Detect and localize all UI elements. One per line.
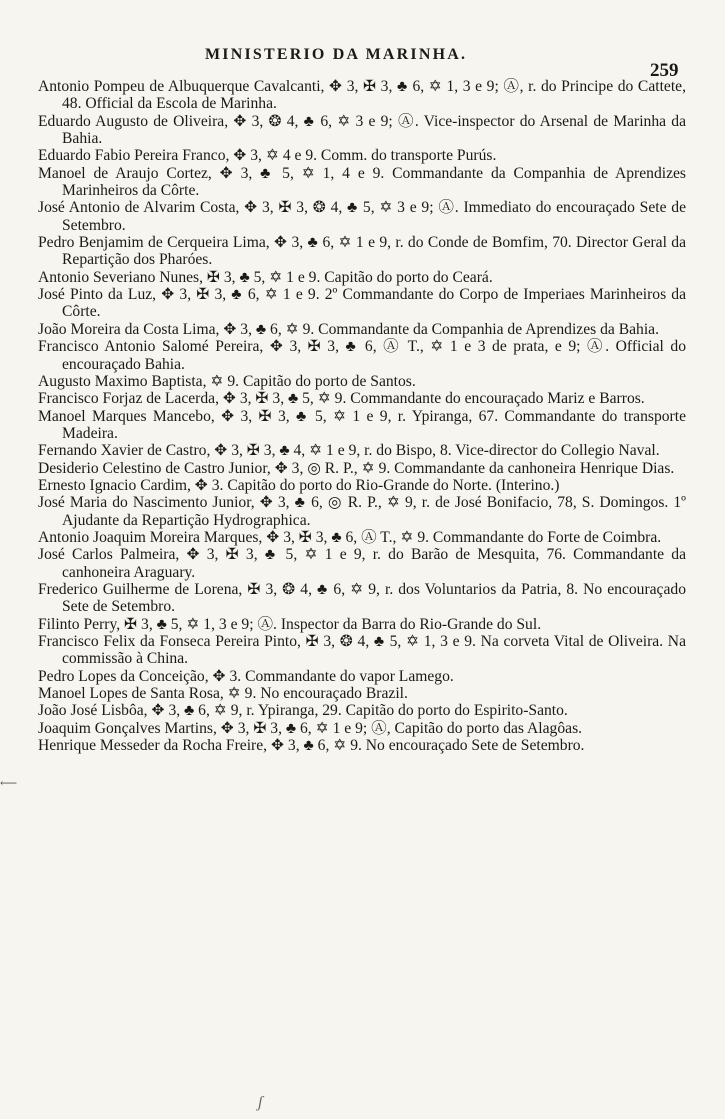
page-header <box>0 46 725 80</box>
list-item: Manoel Marques Mancebo, ✥ 3, ✠ 3, ♣ 5, ✡ 1 e 9, r. Ypiranga, 67. Commandante do transporte Madeira. <box>38 407 686 442</box>
entry-list <box>38 78 686 754</box>
list-item: Joaquim Gonçalves Martins, ✥ 3, ✠ 3, ♣ 6, ✡ 1 e 9; Ⓐ, Capitão do porto das Alagôas. <box>38 719 583 737</box>
list-item: José Carlos Palmeira, ✥ 3, ✠ 3, ♣ 5, ✡ 1 e 9, r. do Barão de Mesquita, 76. Commandante da canhoneira Araguary. <box>38 546 686 581</box>
margin-mark: ⟵ <box>0 776 18 790</box>
list-item: Pedro Lopes da Conceição, ✥ 3. Commandante do vapor Lamego. <box>38 667 454 685</box>
list-item: Fernando Xavier de Castro, ✥ 3, ✠ 3, ♣ 4, ✡ 1 e 9, r. do Bispo, 8. Vice-director do Collegio Naval. <box>38 442 660 460</box>
list-item: Frederico Guilherme de Lorena, ✠ 3, ❂ 4, ♣ 6, ✡ 9, r. dos Voluntarios da Patria, 8. No encouraçado Sete de Setembro. <box>38 580 686 616</box>
list-item: Antonio Joaquim Moreira Marques, ✥ 3, ✠ 3, ♣ 6, Ⓐ T., ✡ 9. Commandante do Forte de Coimbra. <box>38 528 662 546</box>
list-item: Manoel Lopes de Santa Rosa, ✡ 9. No encouraçado Brazil. <box>38 685 408 703</box>
list-item: Desiderio Celestino de Castro Junior, ✥ 3, ◎ R. P., ✡ 9. Commandante da canhoneira Henrique Dias. <box>38 459 675 477</box>
list-item: José Pinto da Luz, ✥ 3, ✠ 3, ♣ 6, ✡ 1 e 9. 2º Commandante do Corpo de Imperiaes Marinheiros da Côrte. <box>38 286 686 321</box>
page-number: 259 <box>650 60 679 81</box>
list-item: Antonio Severiano Nunes, ✠ 3, ♣ 5, ✡ 1 e 9. Capitão do porto do Ceará. <box>38 268 493 286</box>
list-item: Ernesto Ignacio Cardim, ✥ 3. Capitão do porto do Rio-Grande do Norte. (Interino.) <box>38 476 560 494</box>
list-item: Eduardo Fabio Pereira Franco, ✥ 3, ✡ 4 e 9. Comm. do transporte Purús. <box>38 147 497 165</box>
list-item: Antonio Pompeu de Albuquerque Cavalcanti, ✥ 3, ✠ 3, ♣ 6, ✡ 1, 3 e 9; Ⓐ, r. do Principe do Cattete, 48. Official da Escola de Marinha. <box>38 78 686 113</box>
ink-mark: ʃ <box>258 1094 263 1111</box>
list-item: Filinto Perry, ✠ 3, ♣ 5, ✡ 1, 3 e 9; Ⓐ. Inspector da Barra do Rio-Grande do Sul. <box>38 615 542 633</box>
list-item: João Moreira da Costa Lima, ✥ 3, ♣ 6, ✡ 9. Commandante da Companhia de Aprendizes da Bahia. <box>38 320 659 338</box>
list-item: Pedro Benjamim de Cerqueira Lima, ✥ 3, ♣ 6, ✡ 1 e 9, r. do Conde de Bomfim, 70. Director Geral da Repartição dos Pharóes. <box>38 234 686 269</box>
running-title: MINISTERIO DA MARINHA. <box>205 46 468 63</box>
list-item: Augusto Maximo Baptista, ✡ 9. Capitão do porto de Santos. <box>38 372 416 390</box>
list-item: Eduardo Augusto de Oliveira, ✥ 3, ❂ 4, ♣ 6, ✡ 3 e 9; Ⓐ. Vice-inspector do Arsenal de Marinha da Bahia. <box>38 112 686 148</box>
list-item: José Antonio de Alvarim Costa, ✥ 3, ✠ 3, ❂ 4, ♣ 5, ✡ 3 e 9; Ⓐ. Immediato do encouraçado Sete de Setembro. <box>38 199 686 234</box>
list-item: José Maria do Nascimento Junior, ✥ 3, ♣ 6, ◎ R. P., ✡ 9, r. de José Bonifacio, 78, S. Domingos. 1º Ajudante da Repartição Hydrographica. <box>38 494 686 529</box>
list-item: Francisco Forjaz de Lacerda, ✥ 3, ✠ 3, ♣ 5, ✡ 9. Commandante do encouraçado Mariz e Barros. <box>38 390 645 408</box>
list-item: Henrique Messeder da Rocha Freire, ✥ 3, ♣ 6, ✡ 9. No encouraçado Sete de Setembro. <box>38 737 585 755</box>
list-item: Francisco Felix da Fonseca Pereira Pinto, ✠ 3, ❂ 4, ♣ 5, ✡ 1, 3 e 9. Na corveta Vital de Oliveira. Na commissão à China. <box>38 633 686 668</box>
list-item: João José Lisbôa, ✥ 3, ♣ 6, ✡ 9, r. Ypiranga, 29. Capitão do porto do Espirito-Santo. <box>38 702 568 720</box>
list-item: Francisco Antonio Salomé Pereira, ✥ 3, ✠ 3, ♣ 6, Ⓐ T., ✡ 1 e 3 de prata, e 9; Ⓐ. Official do encouraçado Bahia. <box>38 338 686 373</box>
list-item: Manoel de Araujo Cortez, ✥ 3, ♣ 5, ✡ 1, 4 e 9. Commandante da Companhia de Aprendizes Marinheiros da Côrte. <box>38 164 686 200</box>
